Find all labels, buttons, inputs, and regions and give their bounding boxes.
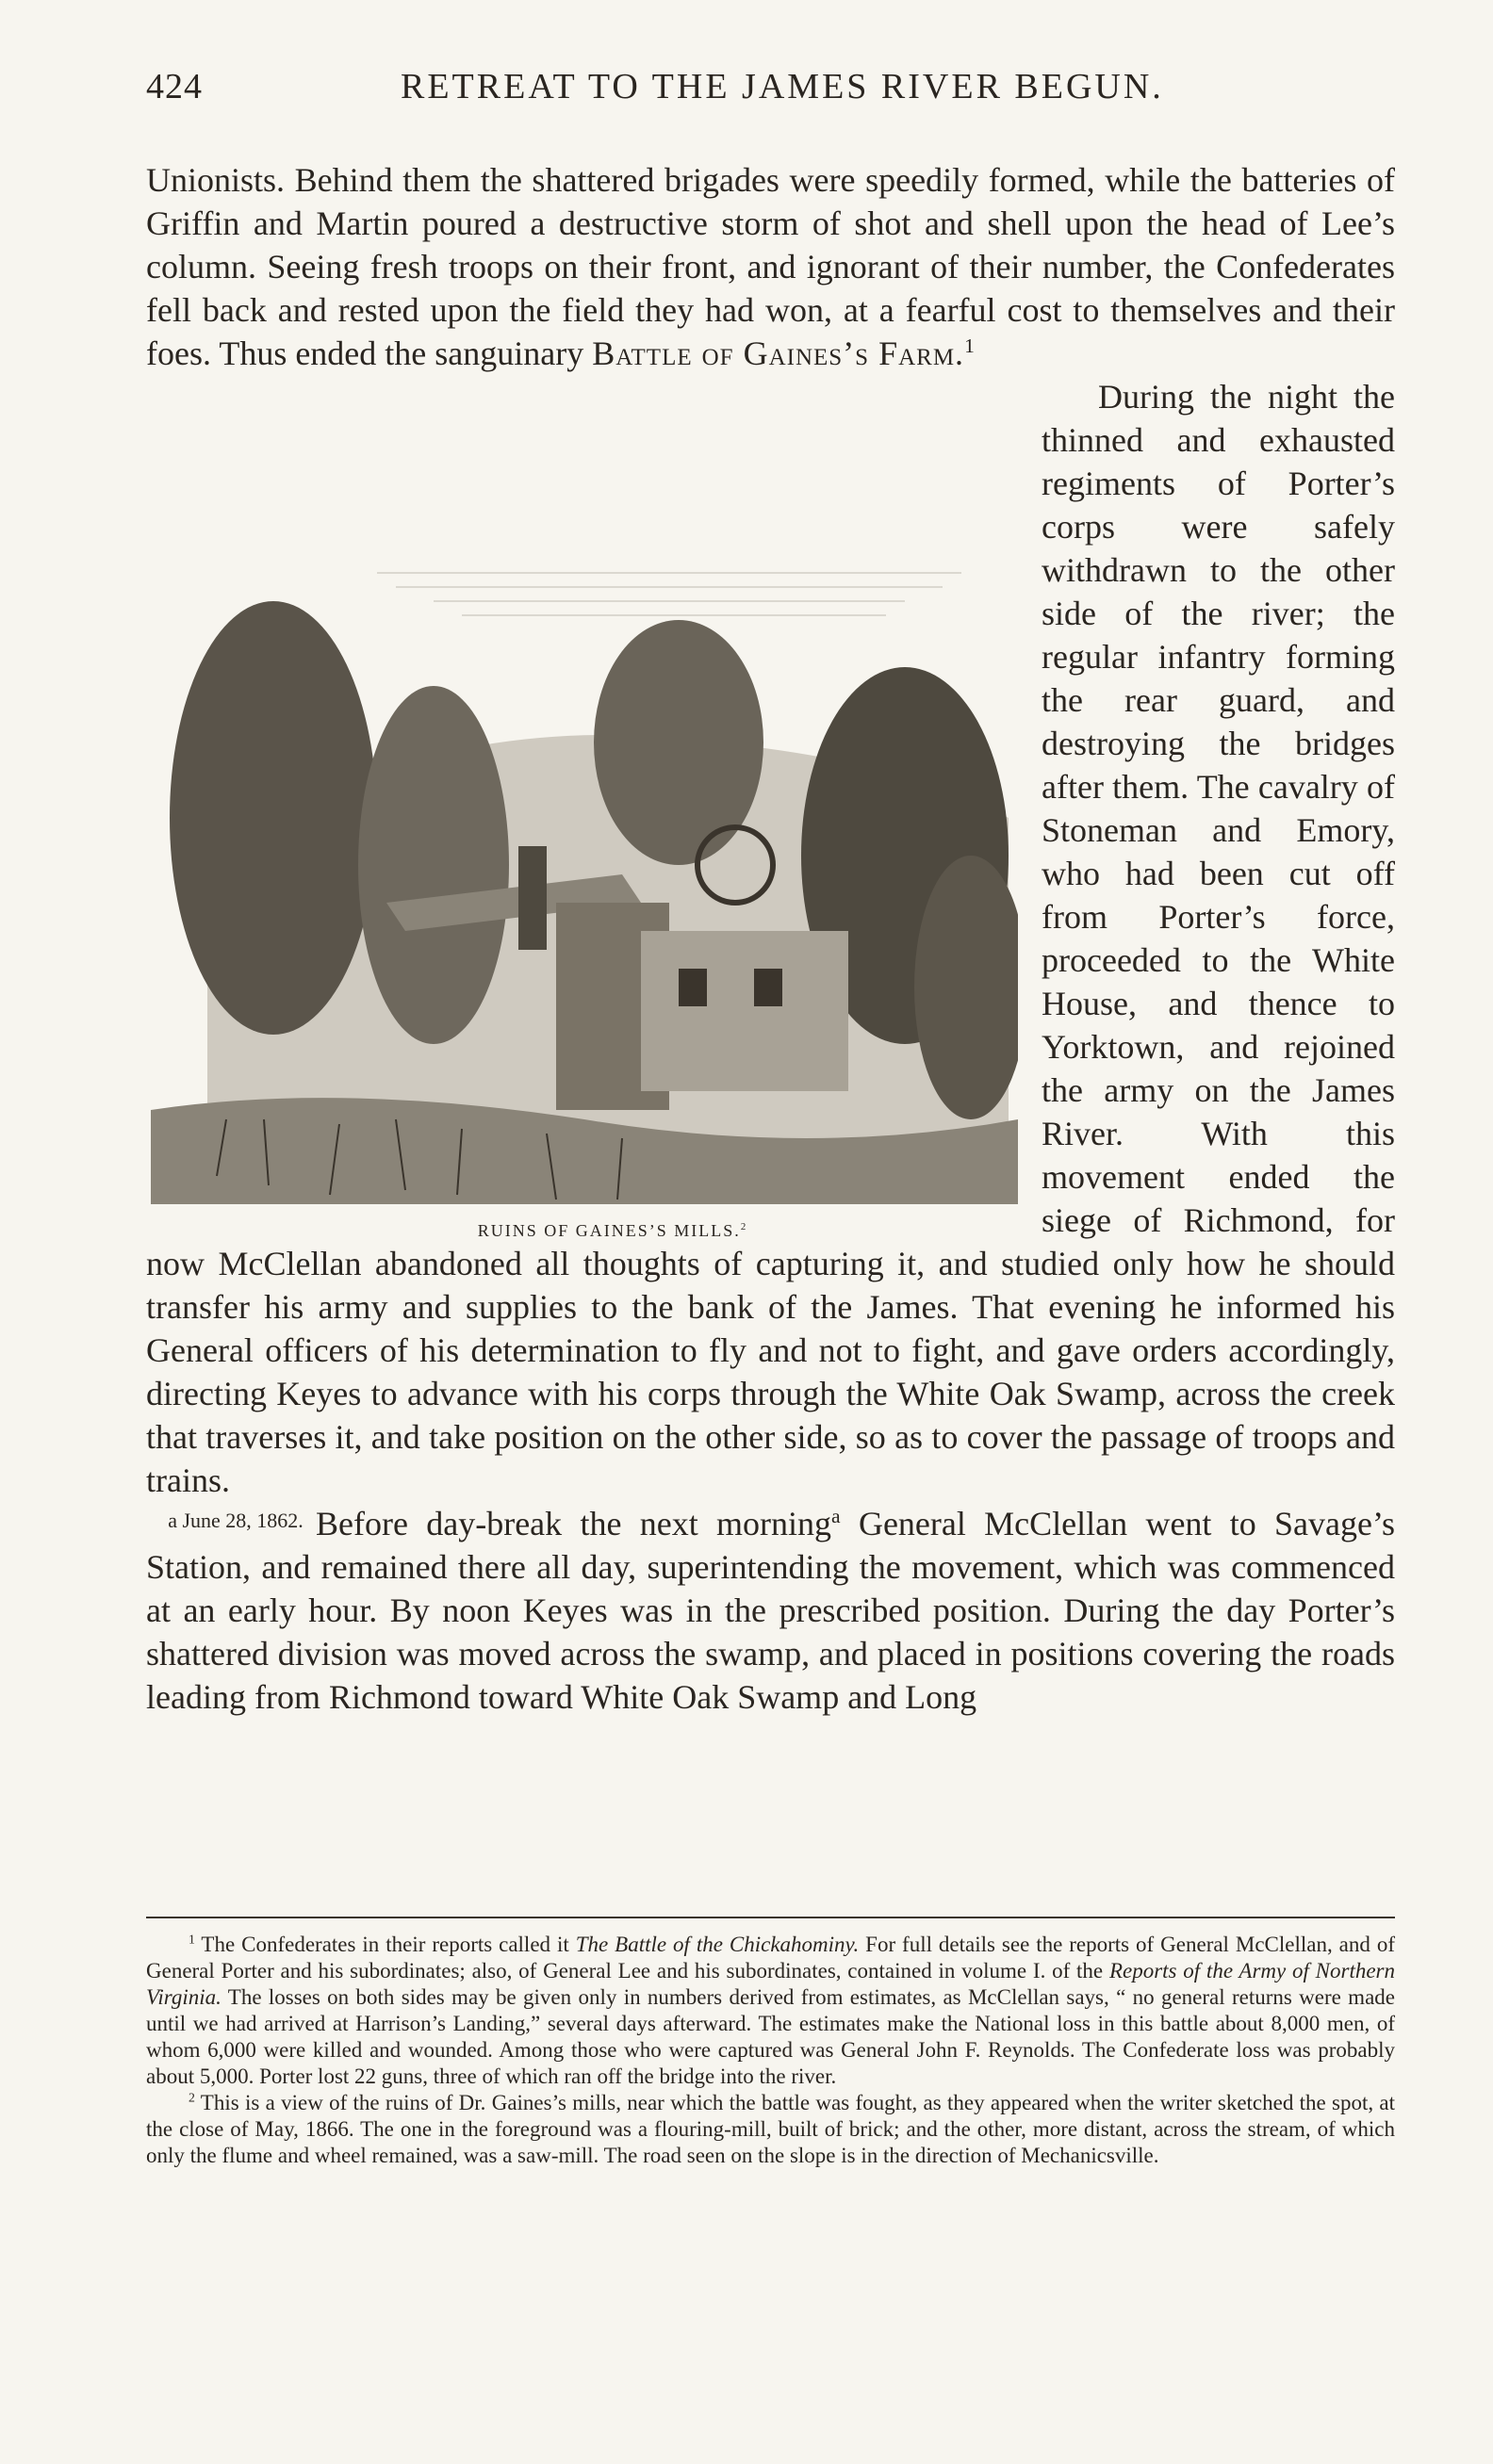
footnote-1-text-a: The Confederates in their reports called it	[194, 1933, 576, 1956]
paragraph-1	[146, 158, 1395, 375]
paragraph-2-text: During the night the thinned and exhausted regiments of Porter’s corps were safely withdrawn to the other side of the river; the regular infantry forming the rear guard, and destroying the bridges after them. The cavalry of Stoneman and Emory, who had been cut off from Porter’s force, proceeded to the White House, and thence to Yorktown, and rejoined the army on the James River. With this movement ended the siege of Richmond, for now McClellan abandoned all thoughts of capturing it, and studied only how he should transfer his army and supplies to the bank of the James. That evening he informed his General officers of his determination to fly and not to fight, and gave orders accordingly, directing Keyes to advance with his corps through the White Oak Swamp, across the creek that traverses it, and take position on the other side, so as to cover the passage of troops and trains.	[146, 378, 1395, 1499]
footnote-1-marker: 1	[189, 1932, 195, 1947]
figure-caption-text: RUINS OF GAINES’S MILLS.	[477, 1221, 741, 1240]
main-text	[146, 158, 1395, 1719]
figure-gaines-mills	[146, 375, 1023, 1242]
margin-date-note: a June 28, 1862.	[168, 1509, 304, 1532]
page-number: 424	[146, 67, 203, 106]
footnote-1-italic-b: Reports of the Army of Northern Virginia.	[146, 1959, 1396, 2009]
paragraph-3	[146, 1502, 1395, 1719]
footnote-1-text-c: The losses on both sides may be given only in numbers derived from estimates, as McClellan says, “ no general returns were made until we had arrived at Harrison’s Landing,” several days afterward. The estimates make the National loss in this battle about 8,000 men, of whom 6,000 were killed and wounded. Among those who were captured was General John F. Reynolds. The Confederate loss was probably about 5,000. Porter lost 22 guns, three of which ran off the bridge into the river.	[146, 1985, 1395, 2088]
footnotes	[146, 1932, 1395, 2169]
paragraph-3-text-b: General McClellan went to Savage’s Station, and remained there all day, superintending the movement, which was commenced at an early hour. By noon Keyes was in the prescribed position. During the day Porter’s shattered division was moved across the swamp, and placed in positions covering the roads leading from Richmond toward White Oak Swamp and Long	[146, 1505, 1396, 1716]
paragraph-3-text-a: Before day-break the next morning	[316, 1505, 832, 1542]
footnote-ref-1: 1	[964, 335, 975, 357]
running-title: RETREAT TO THE JAMES RIVER BEGUN.	[401, 67, 1164, 106]
battle-name: Battle of Gaines’s Farm.	[592, 335, 965, 372]
footnote-ref-2: 2	[740, 1221, 748, 1232]
paragraph-2	[146, 375, 1395, 1502]
footnote-2	[146, 2090, 1395, 2169]
page-header	[146, 66, 1395, 122]
footnote-1-text-b: For full details see the reports of General McClellan, and of General Porter and his subordinates; also, of General Lee and his subordinates, contained in volume I. of the	[146, 1933, 1395, 1983]
footnote-1	[146, 1932, 1395, 2090]
paragraph-1-text: Unionists. Behind them the shattered brigades were speedily formed, while the batteries of Griffin and Martin poured a destructive storm of shot and shell upon the head of Lee’s column. Seeing fresh troops on their front, and ignorant of their number, the Confederates fell back and rested upon the field they had won, at a fearful cost to themselves and their foes. Thus ended the sanguinary	[146, 161, 1395, 372]
footnote-ref-a: a	[831, 1505, 841, 1527]
footnote-2-marker: 2	[189, 2090, 195, 2105]
footnote-2-text: This is a view of the ruins of Dr. Gaines’s mills, near which the battle was fought, as they appeared when the writer sketched the spot, at the close of May, 1866. The one in the foreground was a flouring-mill, built of brick; and the other, more distant, across the stream, of which only the flume and wheel remained, was a saw-mill. The road seen on the slope is in the direction of Mechanicsville.	[146, 2091, 1395, 2167]
footnote-1-italic-a: The Battle of the Chickahominy.	[575, 1933, 860, 1956]
figure-caption	[146, 1209, 1023, 1252]
mill-ruins-engraving	[151, 460, 1018, 1204]
footnote-divider	[146, 1917, 1395, 1918]
